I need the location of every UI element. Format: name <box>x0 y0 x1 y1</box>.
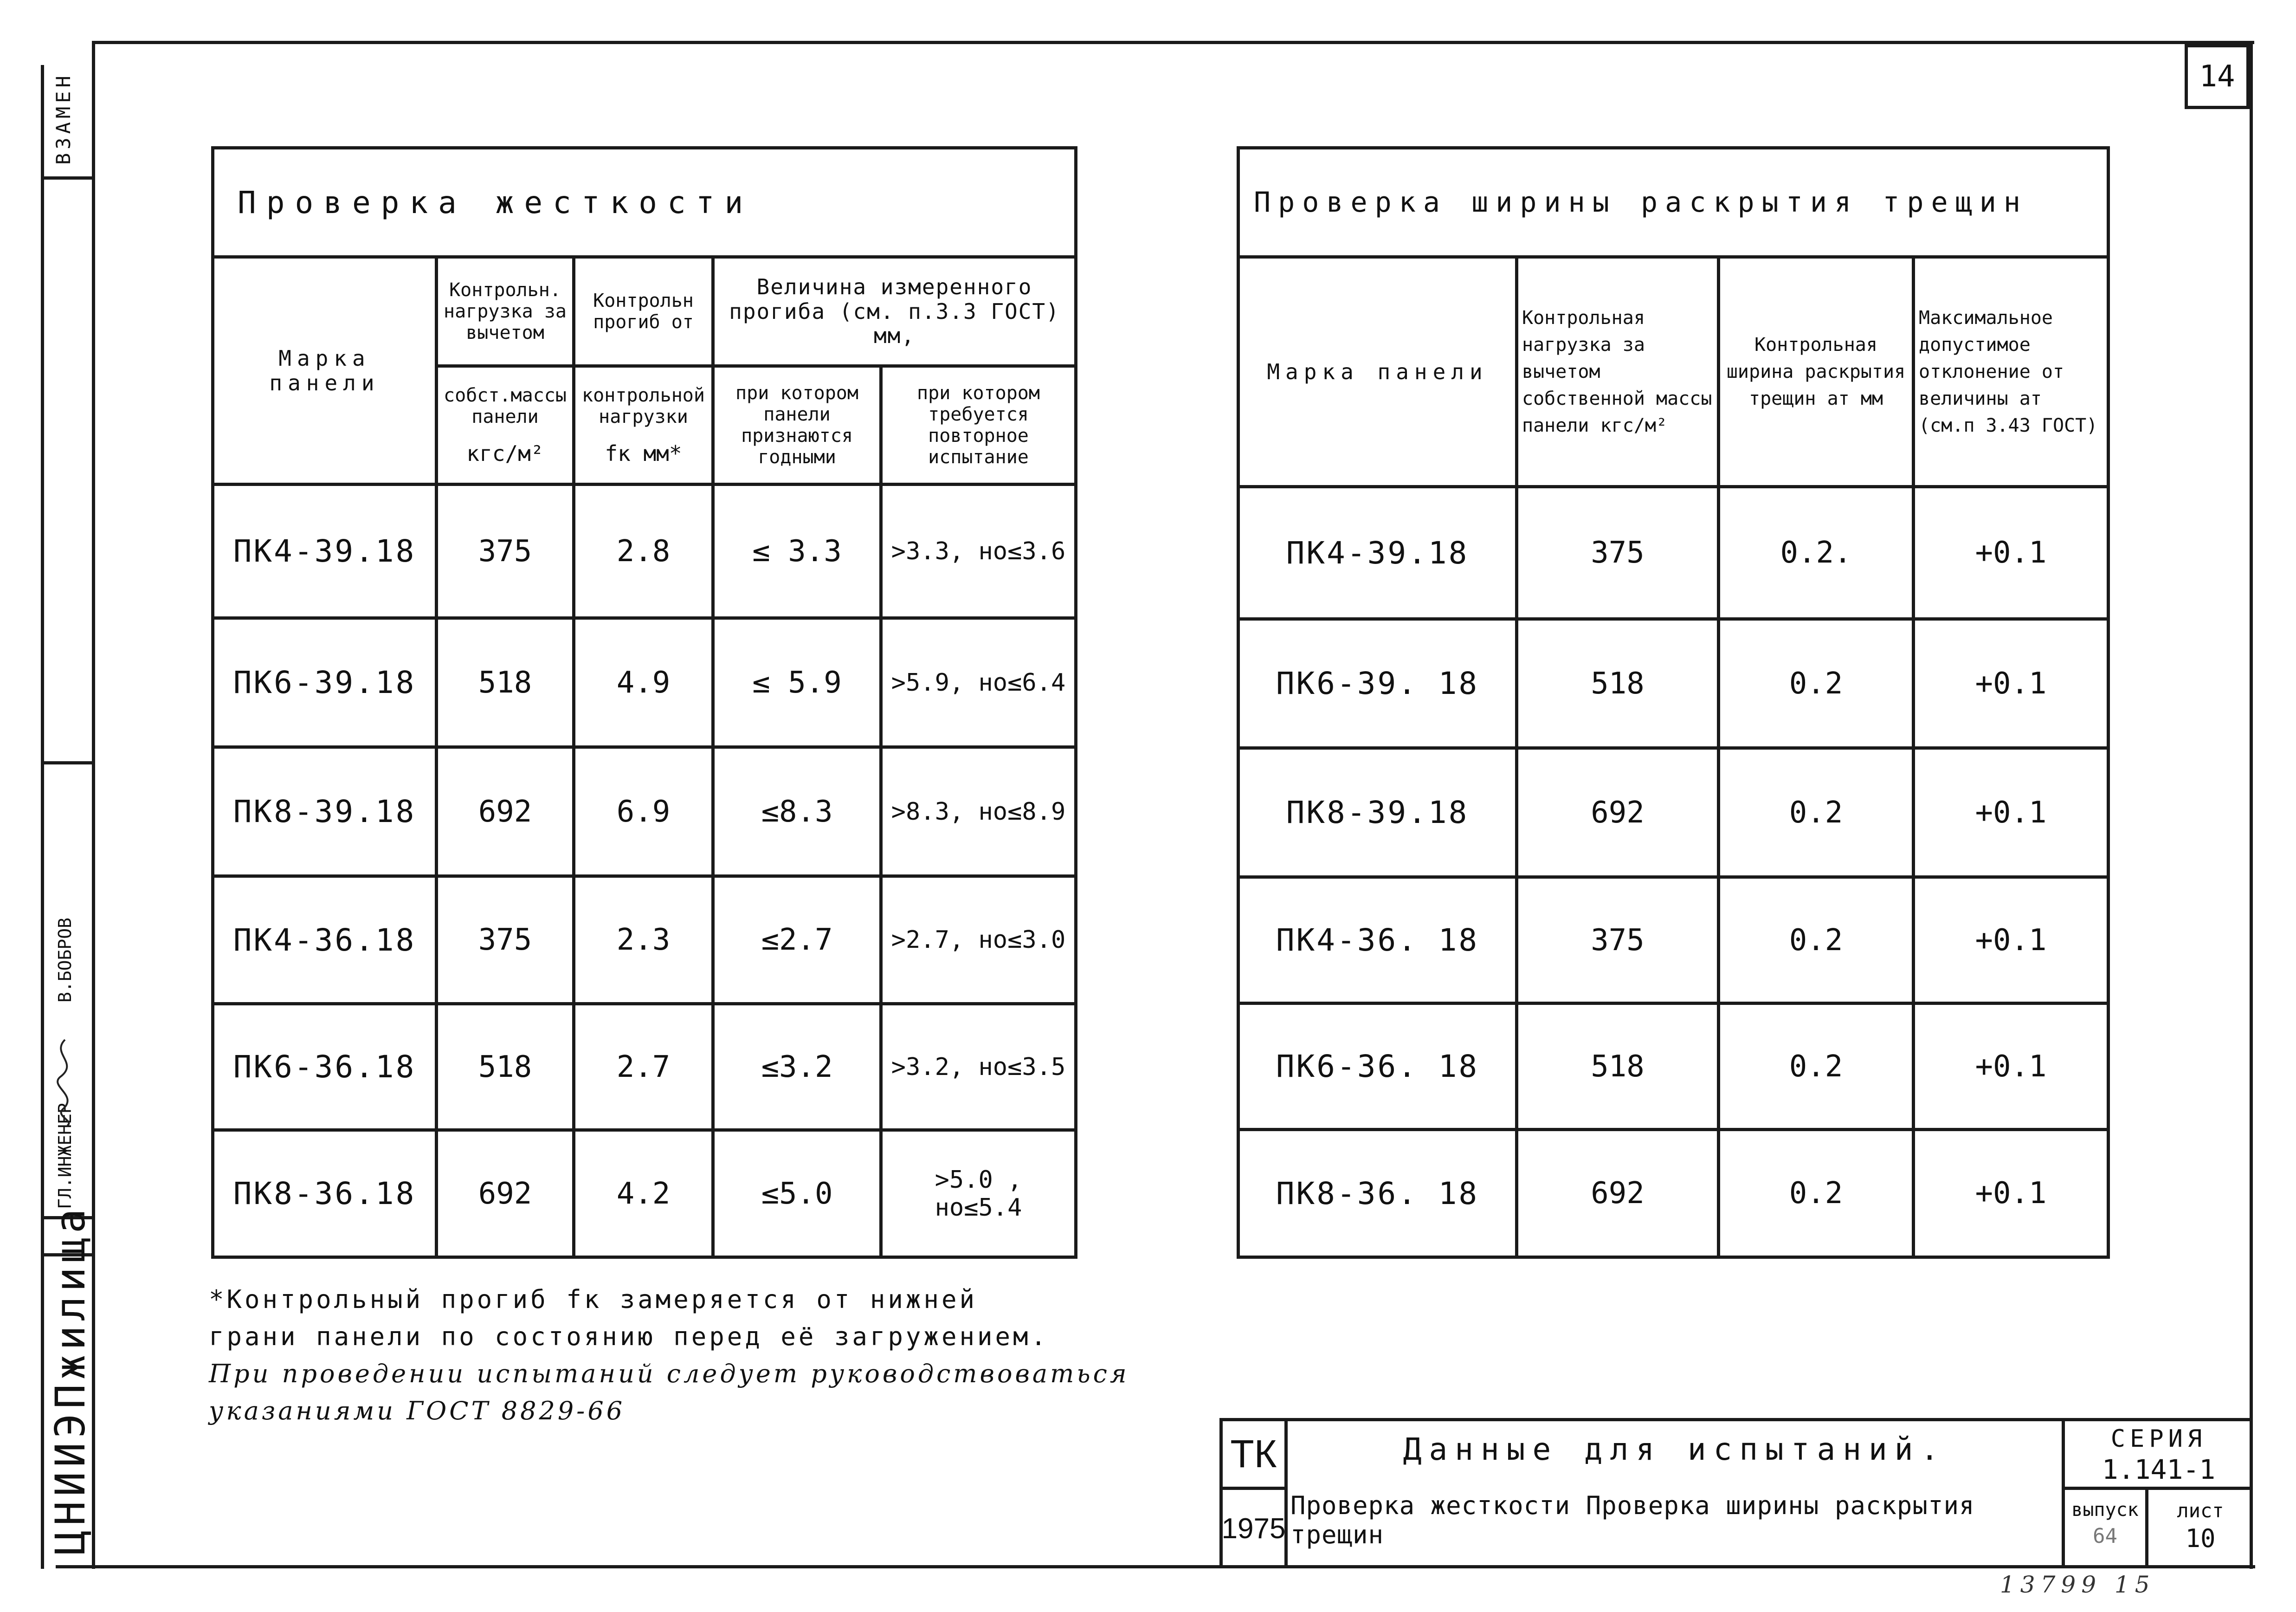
frame-right-line <box>2250 42 2253 1569</box>
bottom-note: 13799 15 <box>2000 1571 2155 1598</box>
title-block-title-line-2: Проверка жесткости Проверка ширины раскрытия трещин <box>1290 1491 1975 1549</box>
stiffness-header-mark: Марка панели <box>213 257 437 485</box>
stiffness-cell-deflection: 2.7 <box>574 1004 713 1130</box>
title-block-title-cell <box>1288 1421 2065 1567</box>
stiffness-cell-retest: >2.7, но≤3.0 <box>881 876 1076 1004</box>
stiffness-header-deflection-top: Контрольн прогиб от <box>574 257 713 366</box>
stiffness-cell-load: 692 <box>437 1130 574 1257</box>
table-row <box>213 876 1076 1004</box>
title-block-sheet-value: 10 <box>2185 1524 2216 1553</box>
page-number-box <box>2185 44 2250 109</box>
crack-cell-mark: ПК8-39.18 <box>1238 748 1517 877</box>
crack-cell-deviation: +0.1 <box>1914 1130 2109 1257</box>
stiffness-cell-mark: ПК6-36.18 <box>213 1004 437 1130</box>
table-row <box>213 1130 1076 1257</box>
crack-title: Проверка ширины раскрытия трещин <box>1238 148 2109 257</box>
title-block <box>1219 1418 2252 1567</box>
stiffness-cell-retest: >3.2, но≤3.5 <box>881 1004 1076 1130</box>
stiffness-cell-mark: ПК8-39.18 <box>213 747 437 876</box>
stiffness-title: Проверка жесткости <box>213 148 1076 257</box>
stiffness-cell-fit: ≤5.0 <box>713 1130 881 1257</box>
stiffness-deflection-bottom-text: контрольной нагрузки <box>582 384 705 427</box>
sidebar-org: ЦНИИЭПжилища <box>46 1204 94 1555</box>
title-block-year: 1975 <box>1221 1513 1286 1545</box>
crack-cell-width: 0.2 <box>1719 877 1914 1003</box>
crack-cell-load: 518 <box>1517 619 1719 748</box>
stiffness-cell-fit: ≤2.7 <box>713 876 881 1004</box>
stiffness-cell-load: 518 <box>437 1004 574 1130</box>
stiffness-header-fit: при котором панели признаются годными <box>713 366 881 485</box>
crack-header-deviation: Максимальное допустимое отклонение от величины aт (см.п 3.43 ГОСТ) <box>1914 257 2109 487</box>
crack-cell-deviation: +0.1 <box>1914 1003 2109 1130</box>
table-row <box>213 747 1076 876</box>
sidebar-tick-2 <box>41 761 92 764</box>
stiffness-cell-mark: ПК8-36.18 <box>213 1130 437 1257</box>
stiffness-cell-retest: >3.3, но≤3.6 <box>881 485 1076 618</box>
table-row <box>213 618 1076 747</box>
crack-cell-load: 692 <box>1517 1130 1719 1257</box>
footnote-line-1: *Контрольный прогиб fк замеряется от нижней <box>209 1285 977 1314</box>
crack-header-width: Контрольная ширина раскрытия трещин aт мм <box>1719 257 1914 487</box>
stiffness-cell-retest: >5.9, но≤6.4 <box>881 618 1076 747</box>
crack-cell-width: 0.2 <box>1719 748 1914 877</box>
stiffness-deflection-unit: fк мм* <box>605 440 682 466</box>
stiffness-cell-load: 692 <box>437 747 574 876</box>
crack-cell-load: 375 <box>1517 877 1719 1003</box>
crack-cell-width: 0.2 <box>1719 1130 1914 1257</box>
sidebar-line <box>41 65 44 1569</box>
stiffness-cell-load: 518 <box>437 618 574 747</box>
title-block-issue-value: 64 <box>2093 1524 2117 1548</box>
stiffness-load-bottom-text: собст.массы панели <box>444 384 567 427</box>
stiffness-cell-mark: ПК6-39.18 <box>213 618 437 747</box>
crack-cell-deviation: +0.1 <box>1914 877 2109 1003</box>
title-block-sheet-cell <box>2148 1490 2252 1567</box>
stiffness-cell-deflection: 4.2 <box>574 1130 713 1257</box>
stiffness-cell-fit: ≤ 3.3 <box>713 485 881 618</box>
stiffness-header-measured: Величина измеренного прогиба (см. п.3.3 ГОСТ) мм, <box>713 257 1076 366</box>
page-number: 14 <box>2199 59 2235 94</box>
footnote-line-4: указаниями ГОСТ 8829-66 <box>209 1396 626 1425</box>
sidebar-tick-1 <box>41 176 92 180</box>
stiffness-table <box>211 146 1077 1259</box>
frame-top-line <box>92 41 2254 44</box>
sidebar-signature-name: В.БОБРОВ <box>55 917 75 1003</box>
sidebar-top-label: ВЗАМЕН <box>52 72 75 165</box>
stiffness-header-load-top: Контрольн. нагрузка за вычетом <box>437 257 574 366</box>
stiffness-load-unit: кгс/м² <box>466 440 544 466</box>
table-row <box>1238 748 2109 877</box>
stiffness-cell-mark: ПК4-39.18 <box>213 485 437 618</box>
title-block-sheet-label: лист <box>2177 1499 2224 1522</box>
stiffness-cell-deflection: 2.3 <box>574 876 713 1004</box>
crack-cell-mark: ПК6-39. 18 <box>1238 619 1517 748</box>
footnote <box>209 1281 1137 1430</box>
stiffness-cell-deflection: 4.9 <box>574 618 713 747</box>
table-row <box>1238 877 2109 1003</box>
crack-cell-width: 0.2 <box>1719 619 1914 748</box>
crack-cell-deviation: +0.1 <box>1914 487 2109 619</box>
stiffness-cell-load: 375 <box>437 876 574 1004</box>
crack-cell-width: 0.2. <box>1719 487 1914 619</box>
stiffness-header-retest: при котором требуется повторное испытание <box>881 366 1076 485</box>
crack-table <box>1237 146 2110 1259</box>
table-row <box>213 485 1076 618</box>
stiffness-cell-load: 375 <box>437 485 574 618</box>
crack-header-mark: Марка панели <box>1238 257 1517 487</box>
footnote-line-2: грани панели по состоянию перед её загружением. <box>209 1322 1049 1351</box>
stiffness-header-deflection-bottom <box>574 366 713 485</box>
stiffness-cell-mark: ПК4-36.18 <box>213 876 437 1004</box>
crack-cell-mark: ПК8-36. 18 <box>1238 1130 1517 1257</box>
title-block-code: ТК <box>1230 1432 1277 1476</box>
title-block-issue-label: выпуск <box>2071 1499 2139 1521</box>
sidebar-signature-label: ГЛ.ИНЖЕНЕР <box>55 1103 75 1209</box>
table-row <box>1238 487 2109 619</box>
crack-cell-mark: ПК4-39.18 <box>1238 487 1517 619</box>
title-block-series-cell <box>2065 1421 2252 1490</box>
crack-header-load: Контрольная нагрузка за вычетом собственной массы панели кгс/м² <box>1517 257 1719 487</box>
title-block-code-cell <box>1223 1421 1288 1490</box>
stiffness-cell-deflection: 6.9 <box>574 747 713 876</box>
footnote-line-3: При проведении испытаний следует руководствоваться <box>209 1359 1129 1388</box>
table-row <box>1238 1130 2109 1257</box>
stiffness-cell-retest: >5.0 , но≤5.4 <box>881 1130 1076 1257</box>
stiffness-cell-retest: >8.3, но≤8.9 <box>881 747 1076 876</box>
stiffness-cell-deflection: 2.8 <box>574 485 713 618</box>
signature-mark <box>46 1035 84 1128</box>
title-block-series-value: 1.141-1 <box>2102 1454 2216 1485</box>
title-block-title-line-1: Данные для испытаний. <box>1403 1431 1947 1467</box>
stiffness-cell-fit: ≤8.3 <box>713 747 881 876</box>
crack-cell-load: 692 <box>1517 748 1719 877</box>
crack-cell-deviation: +0.1 <box>1914 748 2109 877</box>
table-row <box>1238 1003 2109 1130</box>
stiffness-cell-fit: ≤ 5.9 <box>713 618 881 747</box>
title-block-issue-cell <box>2065 1490 2148 1567</box>
stiffness-cell-fit: ≤3.2 <box>713 1004 881 1130</box>
crack-cell-load: 518 <box>1517 1003 1719 1130</box>
table-row <box>1238 619 2109 748</box>
crack-cell-mark: ПК6-36. 18 <box>1238 1003 1517 1130</box>
crack-cell-mark: ПК4-36. 18 <box>1238 877 1517 1003</box>
title-block-series-label: СЕРИЯ <box>2110 1425 2207 1453</box>
title-block-year-cell <box>1223 1490 1288 1567</box>
crack-cell-width: 0.2 <box>1719 1003 1914 1130</box>
crack-cell-deviation: +0.1 <box>1914 619 2109 748</box>
table-row <box>213 1004 1076 1130</box>
crack-cell-load: 375 <box>1517 487 1719 619</box>
stiffness-header-load-bottom <box>437 366 574 485</box>
